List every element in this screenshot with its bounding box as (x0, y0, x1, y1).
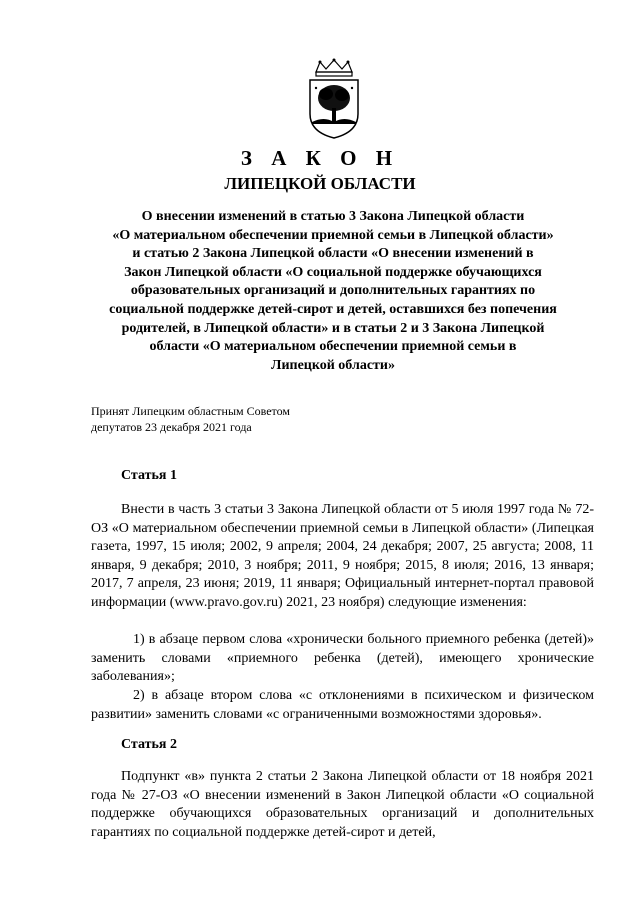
document-region: ЛИПЕЦКОЙ ОБЛАСТИ (224, 174, 416, 193)
law-name-line: Закон Липецкой области «О социальной поддержке обучающихся (124, 264, 542, 280)
law-name-line: О внесении изменений в статью 3 Закона Липецкой области (141, 209, 525, 224)
law-name-line: «О материальном обеспечении приемной семьи в Липецкой области» (112, 227, 554, 243)
document-title: З А К О Н (240, 146, 400, 170)
coat-of-arms-icon (302, 58, 366, 140)
article-1-item-2: 2) в абзаце втором слова «с отклонениями в психическом и физическом развитии» заменить словами «с ограниченными возможностями здоровья». (91, 688, 594, 722)
adoption-note (91, 403, 391, 435)
law-name (86, 208, 580, 375)
law-name-line: и статью 2 Закона Липецкой области «О внесении изменений в (132, 246, 534, 262)
article-1-heading: Статья 1 (121, 468, 177, 483)
adoption-note-line: депутатов 23 декабря 2021 года (91, 420, 252, 434)
adoption-note-line: Принят Липецким областным Советом (91, 404, 290, 418)
law-name-line: области «О материальном обеспечении приемной семьи в (149, 339, 517, 355)
law-name-line: Липецкой области» (271, 357, 395, 373)
law-name-line: социальной поддержке детей-сирот и детей, оставшихся без попечения (109, 301, 557, 317)
article-2-heading: Статья 2 (121, 737, 177, 752)
article-1-intro: Внести в часть 3 статьи 3 Закона Липецкой области от 5 июля 1997 года № 72-ОЗ «О материальном обеспечении приемной семьи в Липецкой области» (Липецкая газета, 1997, 15 июля; 2002, 9 апреля; 2004, 24 декабря; 2007, 25 августа; 2008, 11 января, 9 декабря; 2010, 3 ноября; 2011, 9 ноября; 2015, 8 июля; 2016, 13 января; 2017, 7 апреля, 23 июня; 2019, 11 января; Официальный интернет-портал правовой информации (www.pravo.gov.ru) 2021, 23 ноября) следующие изменения: (91, 502, 594, 610)
law-name-line: образовательных организаций и дополнительных гарантиях по (130, 283, 536, 299)
law-name-line: родителей, в Липецкой области» и в статьи 2 и 3 Закона Липецкой (121, 320, 545, 336)
article-1-item-1: 1) в абзаце первом слова «хронически больного приемного ребенка (детей)» заменить словами «приемного ребенка (детей), имеющего хронические заболевания»; (91, 632, 594, 685)
article-2-intro: Подпункт «в» пункта 2 статьи 2 Закона Липецкой области от 18 ноября 2021 года № 27-ОЗ «О внесении изменений в Закон Липецкой области «О социальной поддержке обучающихся образовательных организаций и дополнительных гарантиях по социальной поддержке детей-сирот и детей, (91, 769, 594, 840)
